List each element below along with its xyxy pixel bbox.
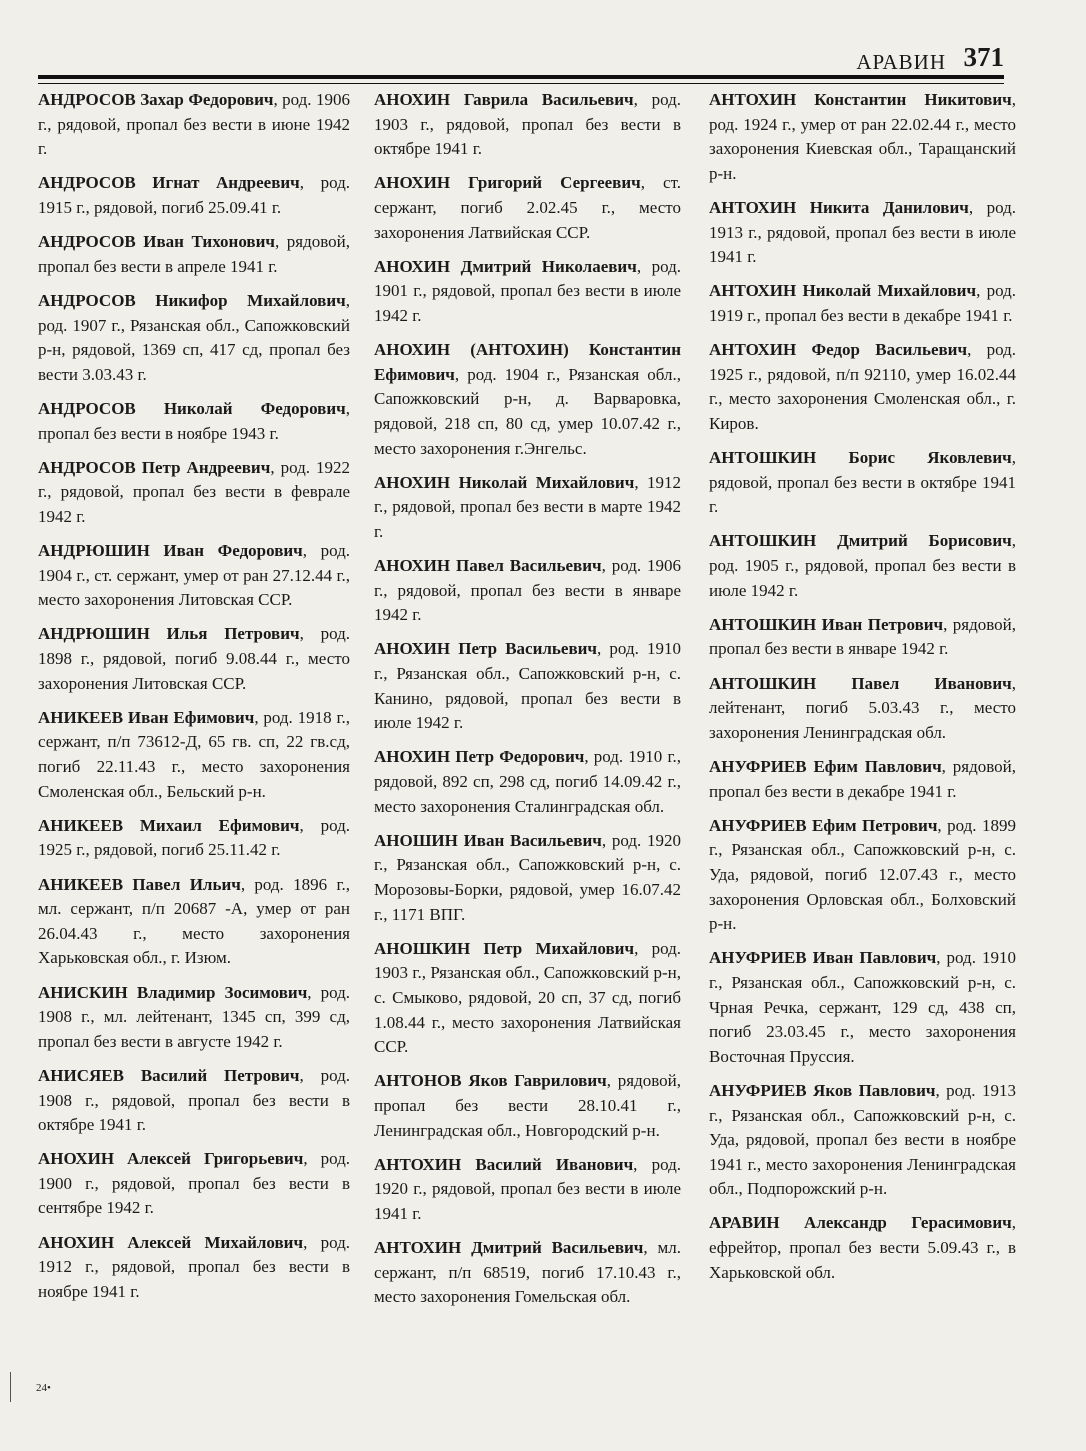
entry-details: , род. 1900 г., рядовой, пропал без вести в сентябре 1942 г. — [38, 1149, 350, 1218]
entry — [709, 196, 1016, 270]
entry — [38, 1231, 350, 1305]
entry-name: АНТОХИН Николай Михайлович — [709, 281, 977, 301]
entry — [374, 1236, 681, 1310]
entry-details: , род. 1924 г., умер от ран 22.02.44 г., место захоронения Киевская обл., Таращанский р-н. — [709, 90, 1016, 183]
entry-details: , род. 1920 г., Рязанская обл., Сапожковский р-н, с. Морозовы-Борки, рядовой, умер 16.07.42 г., 1171 ВПГ. — [374, 830, 681, 924]
entry-details: , род. 1910 г., рядовой, 892 сп, 298 сд, погиб 14.09.42 г., место захоронения Сталинградская обл. — [374, 747, 682, 816]
entry-name: АНТОХИН Константин Никитович — [709, 90, 1012, 109]
entry-details: , 1912 г., рядовой, пропал без вести в марте 1942 г. — [374, 472, 682, 541]
entry-details: , рядовой, пропал без вести в апреле 1941 г. — [38, 232, 350, 276]
entry-name: АНОШКИН Петр Михайлович — [374, 938, 635, 958]
column-2 — [374, 88, 681, 1319]
entry — [709, 338, 1016, 436]
header-rule-thick — [38, 75, 1004, 79]
entry-name: АНОХИН Петр Федорович — [374, 747, 585, 767]
entry-name: АНУФРИЕВ Ефим Петрович — [709, 815, 938, 835]
entry — [374, 471, 681, 545]
entry-name: АНОХИН Павел Васильевич — [374, 556, 602, 576]
entry-details: , лейтенант, погиб 5.03.43 г., место захоронения Ленинградская обл. — [709, 673, 1016, 742]
entry-name: АНТОХИН Никита Данилович — [709, 197, 969, 217]
entry-details: , род. 1901 г., рядовой, пропал без вести в июле 1942 г. — [374, 256, 681, 325]
entry-details: , ефрейтор, пропал без вести 5.09.43 г., в Харьковской обл. — [709, 1213, 1016, 1282]
entry-details: , рядовой, пропал без вести 28.10.41 г., Ленинградская обл., Новгородский р-н. — [374, 1071, 681, 1140]
entry-details: , рядовой, пропал без вести в октябре 1941 г. — [709, 448, 1016, 517]
entry — [374, 171, 681, 245]
page-number: 371 — [963, 42, 1004, 72]
entry-details: , род. 1925 г., рядовой, п/п 92110, умер 16.02.44 г., место захоронения Смоленская обл., г. Киров. — [709, 340, 1016, 433]
entry — [709, 446, 1016, 520]
entry-name: АНТОХИН Василий Иванович — [374, 1154, 634, 1174]
entry-details: , род. 1908 г., мл. лейтенант, 1345 сп, 399 сд, пропал без вести в августе 1942 г. — [38, 982, 350, 1051]
entry-name: АНДРОСОВ Никифор Михайлович — [38, 290, 346, 310]
entry-name: АНИСКИН Владимир Зосимович — [38, 982, 308, 1002]
entry-name: АНТОШКИН Дмитрий Борисович — [709, 531, 1012, 551]
entry-name: АНОХИН Дмитрий Николаевич — [374, 256, 637, 276]
entry-name: АНИСЯЕВ Василий Петрович — [38, 1065, 300, 1085]
entry-details: , род. 1904 г., ст. сержант, умер от ран 27.12.44 г., место захоронения Литовская ССР. — [38, 541, 350, 610]
entry — [709, 946, 1016, 1069]
entry — [38, 814, 350, 863]
entry — [709, 613, 1016, 662]
column-1 — [38, 88, 350, 1314]
entry — [38, 230, 350, 279]
running-head: АРАВИН — [856, 50, 946, 74]
entry-details: , род. 1896 г., мл. сержант, п/п 20687 -А, умер от ран 26.04.43 г., место захоронения Харьковская обл., г. Изюм. — [38, 874, 350, 968]
margin-mark — [10, 1372, 11, 1402]
entry — [709, 755, 1016, 804]
entry-details: , рядовой, пропал без вести в декабре 1941 г. — [709, 757, 1016, 801]
entry-details: , рядовой, пропал без вести в январе 1942 г. — [709, 614, 1016, 659]
entry-details: , род. 1919 г., пропал без вести в декабре 1941 г. — [709, 281, 1016, 325]
entry-details: , род. 1925 г., рядовой, погиб 25.11.42 г. — [38, 815, 350, 860]
entry-details: , род. 1899 г., Рязанская обл., Сапожковский р-н, с. Уда, рядовой, погиб 12.07.43 г., место захоронения Орловская обл., Болховский р-н. — [709, 815, 1016, 934]
entry — [38, 981, 350, 1055]
entry — [38, 289, 350, 387]
entry-details: , мл. сержант, п/п 68519, погиб 17.10.43 г., место захоронения Гомельская обл. — [374, 1238, 681, 1307]
entry-name: АНОХИН Алексей Михайлович — [38, 1232, 304, 1252]
entry — [38, 1147, 350, 1221]
entry-details: , род. 1918 г., сержант, п/п 73612-Д, 65 гв. сп, 22 гв.сд, погиб 22.11.43 г., место захоронения Смоленская обл., Бельский р-н. — [38, 707, 351, 801]
entry — [38, 171, 350, 220]
entry-name: АНТОХИН Дмитрий Васильевич — [374, 1238, 644, 1258]
entry-name: АРАВИН Александр Герасимович — [709, 1213, 1012, 1233]
entry-details: , род. 1912 г., рядовой, пропал без вести в ноябре 1941 г. — [38, 1232, 350, 1301]
entry — [709, 88, 1016, 186]
entry-name: АНОХИН Гаврила Васильевич — [374, 90, 634, 109]
entry-name: АНТОШКИН Павел Иванович — [709, 673, 1012, 693]
entry-name: АНОХИН (АНТОХИН) Константин Ефимович — [374, 340, 681, 384]
entry-name: АНДРОСОВ Иван Тихонович — [38, 232, 275, 252]
entry — [709, 1079, 1016, 1202]
entry — [709, 1211, 1016, 1285]
entry — [374, 554, 681, 628]
entry-name: АНТОШКИН Иван Петрович — [709, 614, 944, 634]
entry-name: АНОХИН Николай Михайлович — [374, 472, 635, 492]
signature-mark: 24• — [36, 1382, 51, 1394]
entry-details: , род. 1903 г., рядовой, пропал без вести в октябре 1941 г. — [374, 90, 681, 159]
entry — [38, 622, 350, 696]
entry-details: , пропал без вести в ноябре 1943 г. — [38, 398, 350, 443]
entry-name: АНУФРИЕВ Иван Павлович — [709, 948, 937, 968]
entry-name: АНДРЮШИН Иван Федорович — [38, 541, 303, 561]
entry-details: , род. 1910 г., Рязанская обл., Сапожковский р-н, с. Канино, рядовой, пропал без вести в июле 1942 г. — [374, 639, 681, 733]
entry — [38, 456, 350, 530]
entry-details: , род. 1913 г., рядовой, пропал без вести в июле 1941 г. — [709, 197, 1016, 267]
entry-details: , род. 1906 г., рядовой, пропал без вести в июне 1942 г. — [38, 90, 350, 159]
entry-name: АНТОНОВ Яков Гаврилович — [374, 1071, 607, 1091]
entry-name: АНДРОСОВ Николай Федорович — [38, 398, 346, 418]
entry — [374, 88, 681, 162]
entry — [374, 1069, 681, 1143]
entry-details: , род. 1915 г., рядовой, погиб 25.09.41 г. — [38, 173, 350, 217]
entry-name: АНОХИН Петр Васильевич — [374, 639, 598, 659]
entry — [38, 539, 350, 613]
entry-name: АНИКЕЕВ Иван Ефимович — [38, 707, 255, 727]
header-rule-thin — [38, 83, 1004, 84]
entry-details: , род. 1907 г., Рязанская обл., Сапожковский р-н, рядовой, 1369 сп, 417 сд, пропал без вести 3.03.43 г. — [38, 290, 350, 384]
entry-name: АНУФРИЕВ Яков Павлович — [709, 1080, 936, 1100]
entry-name: АНОШИН Иван Васильевич — [374, 830, 602, 850]
entry — [374, 829, 681, 927]
entry — [374, 637, 681, 735]
entry — [38, 1064, 350, 1138]
entry-details: , род. 1903 г., Рязанская обл., Сапожковский р-н, с. Смыково, рядовой, 20 сп, 37 сд, погиб 1.08.44 г., место захоронения Латвийская ССР. — [374, 938, 681, 1057]
entry — [38, 88, 350, 162]
entry-name: АНДРЮШИН Илья Петрович — [38, 624, 300, 644]
entry — [709, 672, 1016, 746]
entry-details: , род. 1905 г., рядовой, пропал без вести в июле 1942 г. — [709, 531, 1016, 600]
entry — [38, 706, 350, 804]
entry-details: , род. 1922 г., рядовой, пропал без вести в феврале 1942 г. — [38, 457, 350, 526]
entry-details: , род. 1913 г., Рязанская обл., Сапожковский р-н, с. Уда, рядовой, пропал без вести в ноябре 1941 г., место захоронения Ленинградская обл., Подпорожский р-н. — [709, 1080, 1016, 1199]
entry — [38, 873, 350, 971]
entry-details: , род. 1908 г., рядовой, пропал без вести в октябре 1941 г. — [38, 1065, 350, 1135]
entry-name: АНОХИН Григорий Сергеевич — [374, 173, 641, 193]
entry-details: , род. 1898 г., рядовой, погиб 9.08.44 г., место захоронения Литовская ССР. — [38, 624, 350, 693]
entry — [374, 255, 681, 329]
entry-name: АНУФРИЕВ Ефим Павлович — [709, 757, 942, 776]
entry-name: АНДРОСОВ Захар Федорович — [38, 90, 274, 109]
entry — [709, 814, 1016, 937]
entry-name: АНОХИН Алексей Григорьевич — [38, 1149, 304, 1169]
entry-name: АНИКЕЕВ Павел Ильич — [38, 874, 241, 894]
entry — [709, 529, 1016, 603]
entry — [374, 937, 681, 1060]
entry-name: АНТОХИН Федор Васильевич — [709, 340, 968, 360]
entry-name: АНДРОСОВ Петр Андреевич — [38, 457, 271, 477]
entry — [374, 338, 681, 461]
entry-details: , ст. сержант, погиб 2.02.45 г., место захоронения Латвийская ССР. — [374, 173, 681, 242]
entry-details: , род. 1904 г., Рязанская обл., Сапожковский р-н, д. Варваровка, рядовой, 218 сп, 80 сд, умер 10.07.42 г., место захоронения г.Энгельс. — [374, 364, 681, 458]
entry-details: , род. 1910 г., Рязанская обл., Сапожковский р-н, с. Чрная Речка, сержант, 129 сд, 438 сп, погиб 23.03.45 г., место захоронения Восточная Пруссия. — [709, 948, 1016, 1066]
entry-details: , род. 1920 г., рядовой, пропал без вести в июле 1941 г. — [374, 1154, 681, 1223]
entry — [374, 745, 681, 819]
entry-name: АНТОШКИН Борис Яковлевич — [709, 448, 1012, 468]
entry-details: , род. 1906 г., рядовой, пропал без вести в январе 1942 г. — [374, 556, 681, 625]
entry — [38, 397, 350, 446]
entry — [709, 279, 1016, 328]
entry-name: АНИКЕЕВ Михаил Ефимович — [38, 815, 300, 835]
entry-name: АНДРОСОВ Игнат Андреевич — [38, 173, 300, 193]
entry — [374, 1153, 681, 1227]
column-3 — [709, 88, 1016, 1295]
page-header — [38, 40, 1004, 80]
